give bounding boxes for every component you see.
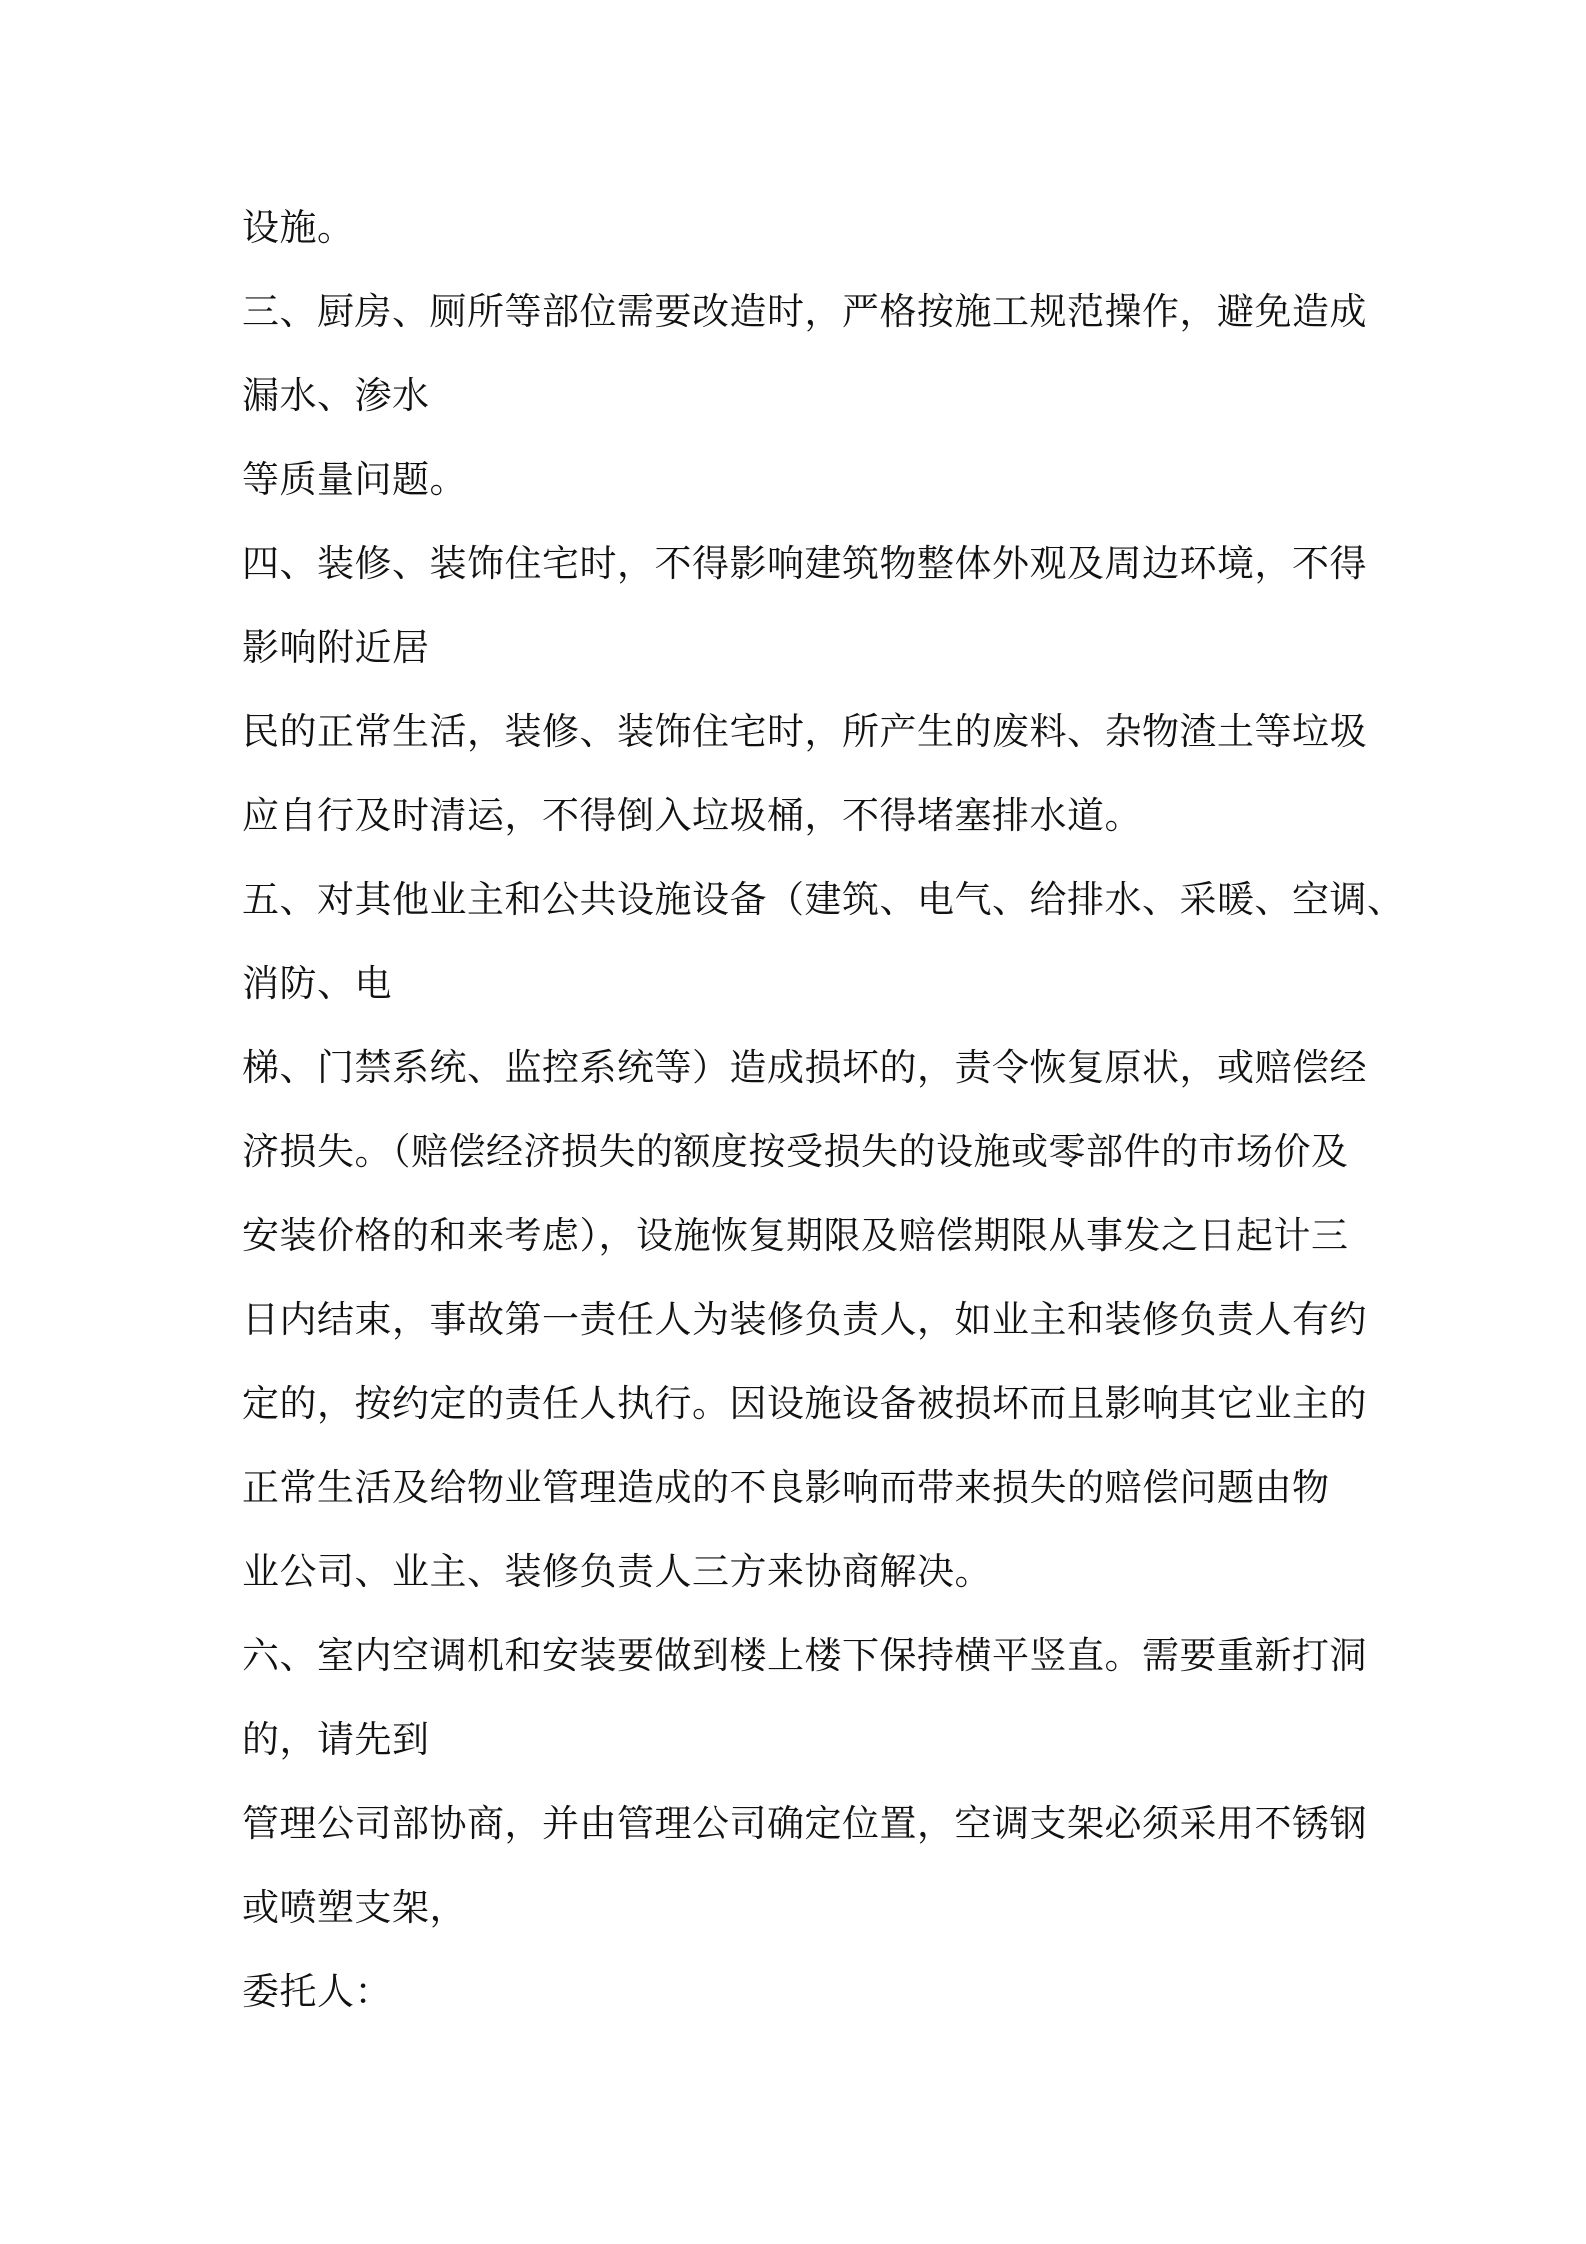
text-line: 应自行及时清运，不得倒入垃圾桶，不得堵塞排水道。 <box>242 794 1142 837</box>
text-line: 管理公司部协商，并由管理公司确定位置，空调支架必须采用不锈钢 <box>242 1802 1367 1845</box>
text-line: 安装价格的和来考虑），设施恢复期限及赔偿期限从事发之日起计三 <box>242 1214 1349 1257</box>
text-line: 四、装修、装饰住宅时，不得影响建筑物整体外观及周边环境，不得 <box>242 542 1367 585</box>
text-line: 正常生活及给物业管理造成的不良影响而带来损失的赔偿问题由物 <box>242 1466 1330 1509</box>
text-line: 五、对其他业主和公共设施设备（建筑、电气、给排水、采暖、空调、 <box>242 878 1405 921</box>
text-line: 济损失。（赔偿经济损失的额度按受损失的设施或零部件的市场价及 <box>242 1130 1349 1173</box>
text-line: 六、室内空调机和安装要做到楼上楼下保持横平竖直。需要重新打洞 <box>242 1634 1367 1677</box>
text-line: 或喷塑支架， <box>242 1886 467 1929</box>
text-line: 业公司、业主、装修负责人三方来协商解决。 <box>242 1550 992 1593</box>
text-line: 日内结束，事故第一责任人为装修负责人，如业主和装修负责人有约 <box>242 1298 1367 1341</box>
text-line: 消防、电 <box>242 962 392 1005</box>
text-line: 三、厨房、厕所等部位需要改造时，严格按施工规范操作，避免造成 <box>242 290 1367 333</box>
text-line: 漏水、渗水 <box>242 374 430 417</box>
text-line: 等质量问题。 <box>242 458 467 501</box>
text-line: 的，请先到 <box>242 1718 430 1761</box>
text-line: 委托人： <box>242 1970 392 2013</box>
text-line: 设施。 <box>242 206 355 249</box>
text-line: 定的，按约定的责任人执行。因设施设备被损坏而且影响其它业主的 <box>242 1382 1367 1425</box>
text-line: 影响附近居 <box>242 626 430 669</box>
text-line: 梯、门禁系统、监控系统等）造成损坏的，责令恢复原状，或赔偿经 <box>242 1046 1367 1089</box>
text-line: 民的正常生活，装修、装饰住宅时，所产生的废料、杂物渣土等垃圾 <box>242 710 1367 753</box>
